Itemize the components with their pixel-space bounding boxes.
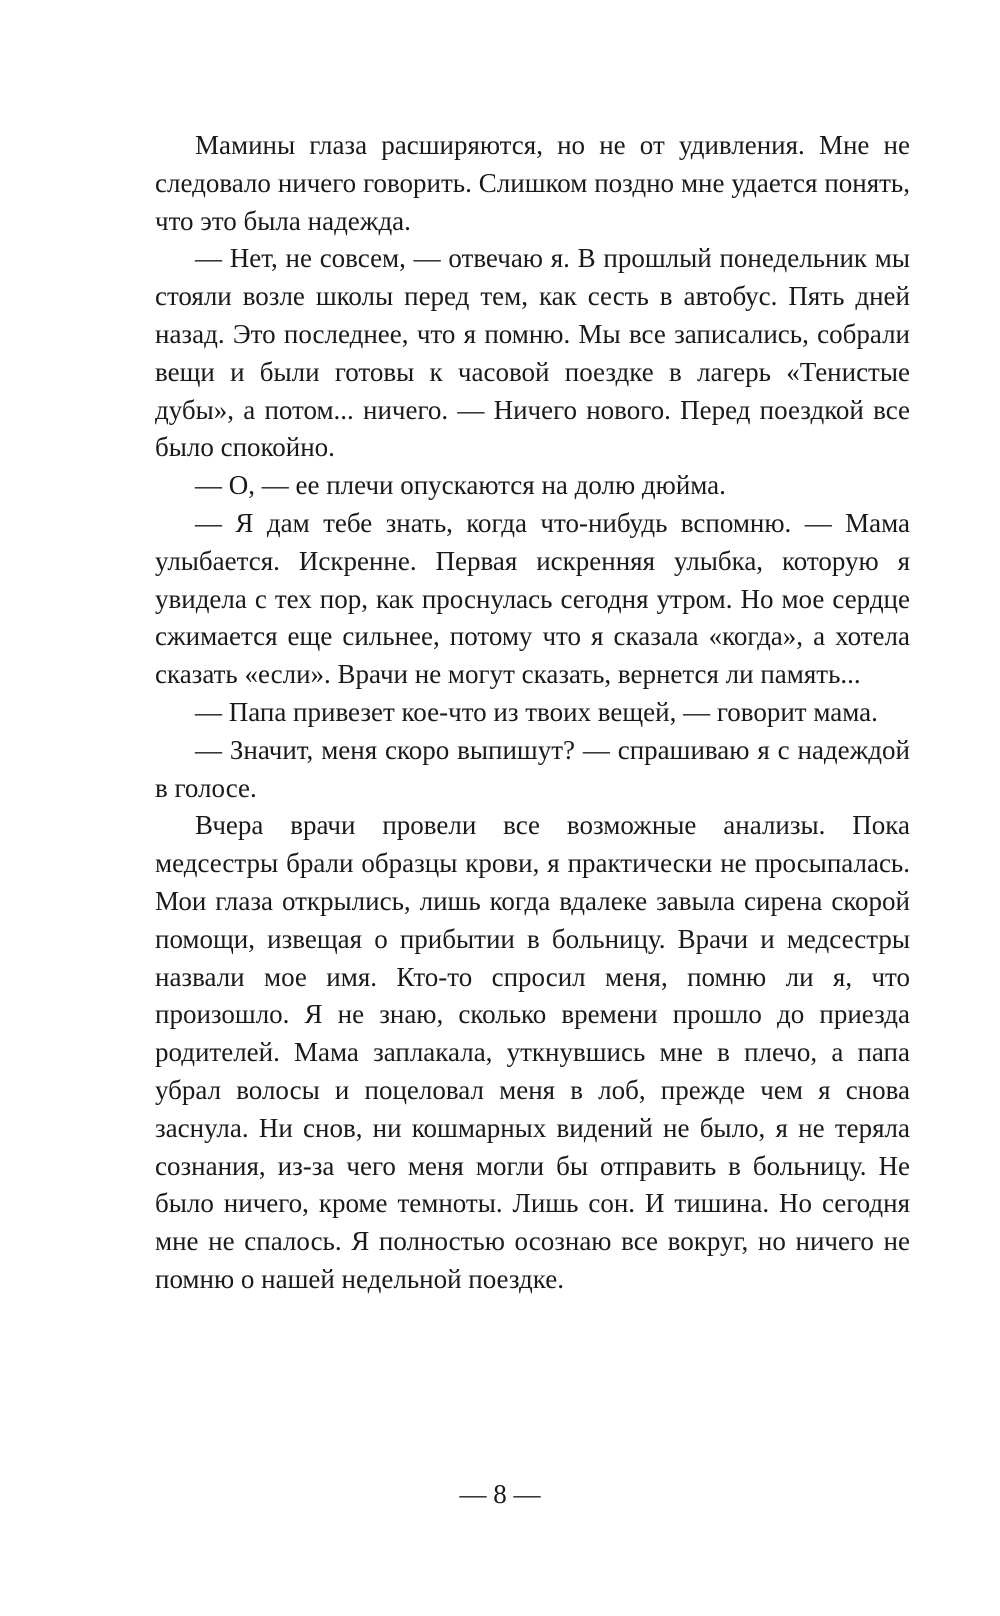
body-text: [155, 127, 910, 1299]
paragraph-1: Мамины глаза расширяются, но не от удивления. Мне не следовало ничего говорить. Слишком поздно мне удается понять, что это была надежда.: [155, 130, 910, 236]
paragraph-5: — Папа привезет кое-что из твоих вещей, — говорит мама.: [195, 696, 878, 727]
paragraph-7: Вчера врачи провели все возможные анализы. Пока медсестры брали образцы крови, я практически не просыпалась. Мои глаза открылись, лишь когда вдалеке завыла сирена скорой помощи, извещая о прибытии в больницу. Врачи и медсестры назвали мое имя. Кто-то спросил меня, помню ли я, что произошло. Я не знаю, сколько времени прошло до приезда родителей. Мама заплакала, уткнувшись мне в плечо, а папа убрал волосы и поцеловал меня в лоб, прежде чем я снова заснула. Ни снов, ни кошмарных видений не было, я не теряла сознания, из-за чего меня могли бы отправить в больницу. Не было ничего, кроме темноты. Лишь сон. И тишина. Но сегодня мне не спалось. Я полностью осознаю все вокруг, но ничего не помню о нашей недельной поездке.: [155, 810, 910, 1294]
paragraph-2: — Нет, не совсем, — отвечаю я. В прошлый понедельник мы стояли возле школы перед тем, как сесть в автобус. Пять дней назад. Это последнее, что я помню. Мы все записались, собрали вещи и были готовы к часовой поездке в лагерь «Тенистые дубы», а потом... ничего. — Ничего нового. Перед поездкой все было спокойно.: [155, 243, 910, 463]
paragraph-4: — Я дам тебе знать, когда что-нибудь вспомню. — Мама улыбается. Искренне. Первая искренняя улыбка, которую я увидела с тех пор, как проснулась сегодня утром. Но мое сердце сжимается еще сильнее, потому что я сказала «когда», а хотела сказать «если». Врачи не могут сказать, вернется ли память...: [155, 507, 910, 690]
paragraph-3: — О, — ее плечи опускаются на долю дюйма.: [195, 470, 726, 501]
page-number: — 8 —: [459, 1479, 541, 1509]
paragraph-6: — Значит, меня скоро выпишут? — спрашиваю я с надеждой в голосе.: [155, 734, 910, 803]
